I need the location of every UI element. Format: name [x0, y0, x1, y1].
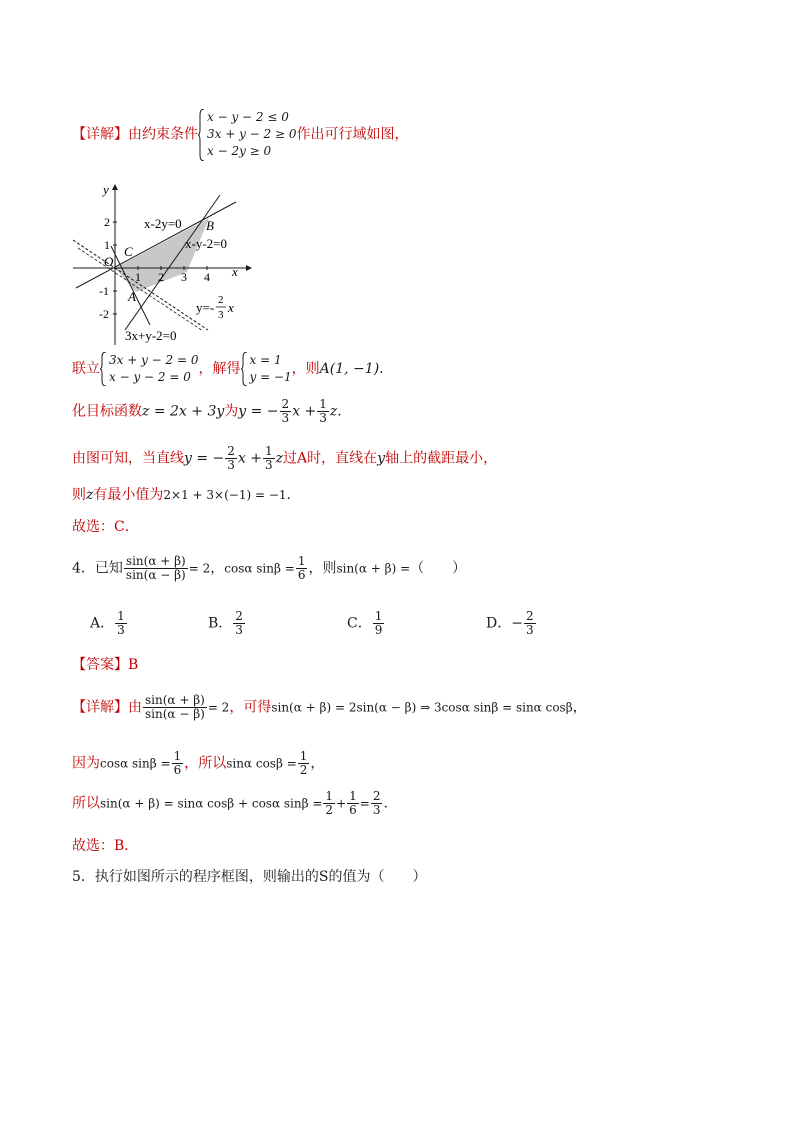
- line-x-y-2-label: x-y-2=0: [185, 236, 227, 251]
- y-tick-neg2: -2: [99, 307, 109, 321]
- therefore-fraction-b: $\frac{1}{6}$: [349, 789, 357, 817]
- minval-expr: 2×1 + 3×(−1) = −1: [163, 488, 287, 502]
- answer-line: [72, 654, 138, 674]
- transform-end: .: [337, 403, 342, 420]
- transform-line: [72, 398, 342, 425]
- constraint-3: x − 2y ≥ 0: [207, 144, 272, 158]
- because-expr2: sinα cosβ =: [226, 756, 297, 771]
- x-axis-arrow-icon: [246, 265, 252, 271]
- option-b[interactable]: [208, 610, 246, 637]
- solve-mid: ，解得: [198, 361, 241, 377]
- because-mid: ，所以: [184, 755, 227, 772]
- transform-lead: 化目标函数: [72, 403, 142, 420]
- system-eq-2: x − y − 2 = 0: [109, 370, 191, 384]
- because-expr: cosα sinβ =: [100, 756, 171, 771]
- solve-lead: 联立: [72, 361, 100, 377]
- because-lead: 因为: [72, 755, 100, 772]
- constraint-2: 3x + y − 2 ≥ 0: [207, 127, 297, 141]
- result-x: x = 1: [249, 353, 282, 367]
- q4-fraction: $\frac{\sin(\alpha + \beta)}{\sin(\alpha - \beta)}$: [125, 554, 186, 582]
- x-tick-3: 3: [181, 270, 187, 284]
- therefore-fraction-c: $\frac{2}{3}$: [372, 789, 381, 817]
- option-c-fraction: $\frac{1}{9}$: [374, 609, 383, 637]
- minval-mid: 有最小值为: [93, 487, 164, 503]
- objective-label-den: 3: [218, 309, 224, 321]
- option-c[interactable]: [347, 610, 385, 637]
- line-x-2y-label: x-2y=0: [144, 216, 182, 231]
- fraction-2-3: $\frac{2}{3}$: [281, 397, 290, 425]
- q4-num: 4．已知: [72, 560, 123, 577]
- left-brace-icon: [241, 352, 247, 386]
- y-axis-arrow-icon: [112, 184, 118, 190]
- because-fraction-2: $\frac{1}{2}$: [299, 749, 308, 777]
- choice2-line: 故选：B．: [72, 838, 139, 854]
- objective-label-prefix: y=-: [196, 300, 215, 315]
- left-brace-icon: [198, 109, 204, 161]
- option-d-sign: −: [511, 615, 523, 632]
- result-y: y = −1: [249, 370, 292, 384]
- solve-result: [241, 352, 292, 386]
- point-a-label: A: [128, 289, 136, 304]
- detail2-end: ，: [572, 699, 587, 716]
- y-axis-label: y: [103, 182, 109, 197]
- y-tick-neg1: -1: [99, 284, 109, 298]
- detail1-tag: 【详解】: [72, 126, 128, 143]
- q4-sep: ，: [210, 560, 225, 577]
- origin-label: O: [104, 254, 114, 269]
- detail1-tail: 作出可行域如图，: [296, 126, 409, 143]
- y-tick-2: 2: [104, 215, 110, 229]
- feasible-region-graph: [68, 180, 253, 350]
- fraction-1-3: $\frac{1}{3}$: [265, 444, 273, 472]
- observe-mid: 过A时，直线在: [283, 450, 378, 467]
- therefore-end: .: [383, 795, 388, 812]
- q4-line: [72, 555, 466, 582]
- detail2-tag: 【详解】: [72, 699, 128, 716]
- detail2-eq: = 2: [207, 700, 230, 715]
- option-a[interactable]: [90, 610, 128, 637]
- because-fraction-1: $\frac{1}{6}$: [173, 749, 182, 777]
- constraint-1: x − y − 2 ≤ 0: [207, 110, 289, 124]
- choice1-line: 故选：C．: [72, 519, 139, 535]
- left-brace-icon: [100, 352, 106, 386]
- solve-point: A(1, −1): [319, 361, 380, 377]
- detail1-constraints: [198, 109, 297, 160]
- detail2-mid: ，可得: [229, 699, 272, 716]
- minval-lead: 则: [72, 487, 86, 503]
- detail1-lead: 由约束条件: [128, 126, 198, 143]
- detail1-line: [72, 109, 409, 160]
- observe-tail: 轴上的截距最小，: [385, 450, 498, 467]
- solve-line: [72, 352, 384, 386]
- objective-label-num: 2: [218, 294, 224, 306]
- q4-paren: （ ）: [410, 560, 467, 577]
- transform-expr2-pre: y = −: [238, 403, 279, 420]
- solve-end: .: [379, 361, 384, 377]
- observe-lead: 由图可知，当直线: [72, 450, 184, 467]
- therefore-fraction-a: $\frac{1}{2}$: [325, 789, 334, 817]
- option-a-fraction: $\frac{1}{3}$: [117, 609, 125, 637]
- minval-end: .: [286, 487, 291, 503]
- therefore-eq: =: [359, 796, 370, 811]
- therefore-lead: 所以: [72, 795, 100, 812]
- detail2-fraction: $\frac{\sin(\alpha + \beta)}{\sin(\alpha - \beta)}$: [145, 693, 205, 721]
- x-tick-4: 4: [204, 270, 210, 284]
- option-c-letter: C．: [347, 615, 372, 632]
- q5-line: 5．执行如图所示的程序框图，则输出的S的值为（ ）: [72, 869, 427, 885]
- transform-expr2-post: z: [329, 403, 338, 420]
- q4-eq: = 2: [188, 561, 211, 576]
- transform-expr1: z = 2x + 3y: [142, 403, 225, 420]
- minval-var: z: [86, 487, 94, 503]
- therefore-expr: sin(α + β) = sinα cosβ + cosα sinβ =: [100, 796, 323, 811]
- fraction-1-3: $\frac{1}{3}$: [319, 397, 327, 425]
- option-b-fraction: $\frac{2}{3}$: [235, 609, 243, 637]
- point-b-label: B: [206, 218, 214, 233]
- observe-expr-post: z: [275, 450, 284, 467]
- observe-line: [72, 445, 497, 472]
- observe-expr-mid: x +: [237, 450, 262, 467]
- q4-cond: cosα sinβ =: [224, 561, 295, 576]
- x-tick-2: 2: [158, 270, 164, 284]
- solve-system: [100, 352, 199, 386]
- x-tick-1: 1: [135, 270, 141, 284]
- answer-value: B: [128, 657, 139, 673]
- observe-var: y: [377, 450, 386, 467]
- q4-target: sin(α + β) =: [336, 561, 411, 576]
- q4-ask: ，则: [308, 560, 337, 577]
- transform-mid: 为: [224, 403, 239, 420]
- system-eq-1: 3x + y − 2 = 0: [109, 353, 199, 367]
- therefore-line: [72, 790, 388, 817]
- detail2-chain: sin(α + β) = 2sin(α − β) ⇒ 3cosα sinβ = sinα cosβ: [271, 700, 573, 715]
- transform-expr2-mid: x +: [292, 403, 317, 420]
- detail2-line: [72, 694, 587, 721]
- x-axis-label: x: [232, 264, 238, 279]
- q4-cond-fraction: $\frac{1}{6}$: [297, 554, 306, 582]
- because-end: ，: [310, 755, 325, 772]
- line-3x-y-2-label: 3x+y-2=0: [125, 328, 177, 343]
- detail2-lead: 由: [128, 699, 142, 716]
- fraction-2-3: $\frac{2}{3}$: [227, 444, 235, 472]
- observe-expr-pre: y = −: [184, 450, 225, 467]
- minval-line: [72, 484, 291, 504]
- option-a-letter: A．: [90, 615, 115, 632]
- because-line: [72, 750, 324, 777]
- option-d[interactable]: [486, 610, 537, 637]
- answer-tag: 【答案】: [72, 657, 128, 673]
- point-c-label: C: [124, 244, 133, 259]
- solve-tail: ，则: [291, 361, 320, 377]
- option-d-fraction: $\frac{2}{3}$: [525, 609, 534, 637]
- option-b-letter: B．: [208, 615, 233, 632]
- therefore-plus: +: [336, 796, 347, 811]
- objective-label-var: x: [228, 300, 234, 315]
- option-d-letter: D．: [486, 615, 512, 632]
- y-tick-1: 1: [104, 238, 110, 252]
